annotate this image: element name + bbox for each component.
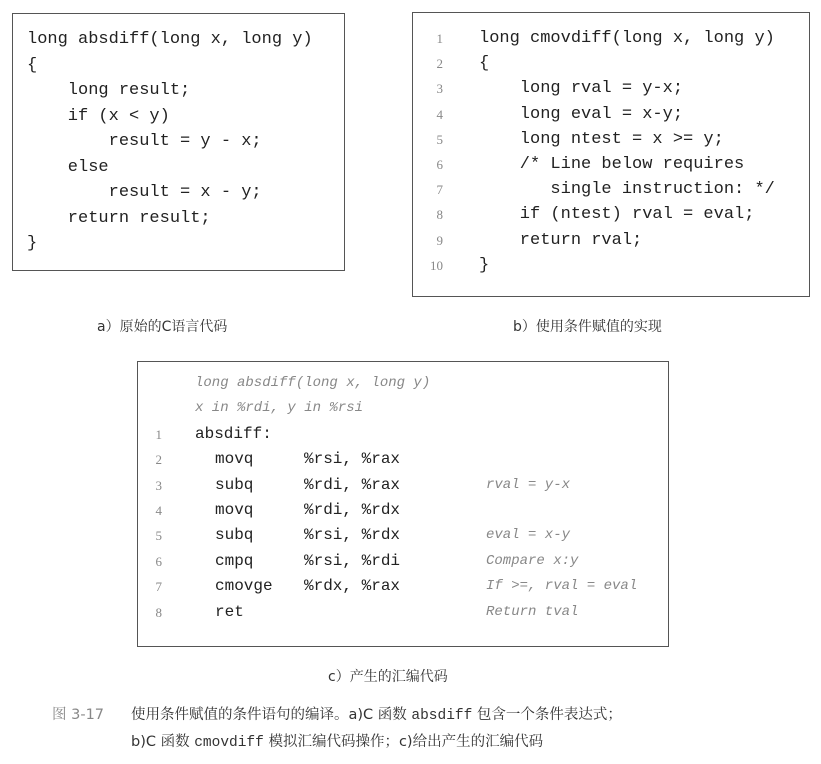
code-line: long absdiff(long x, long y) <box>27 30 313 49</box>
code-text: long ntest = x >= y; <box>479 129 724 149</box>
asm-comment: Compare x:y <box>486 552 579 569</box>
asm-operands: %rsi, %rdi <box>304 551 401 570</box>
code-line <box>413 177 809 202</box>
asm-opcode: subq <box>215 475 254 494</box>
caption-c: c）产生的汇编代码 <box>328 669 448 685</box>
code-line <box>413 253 809 278</box>
line-number: 4 <box>155 502 162 518</box>
line-number: 10 <box>430 257 443 273</box>
code-text: long eval = x-y; <box>479 104 684 124</box>
asm-opcode: subq <box>215 526 254 545</box>
line-number: 6 <box>155 553 162 569</box>
code-line <box>413 202 809 227</box>
code-line: long result; <box>27 81 191 100</box>
asm-line <box>138 523 668 548</box>
assembly-code <box>138 371 668 625</box>
asm-comment: eval = x-y <box>486 527 571 544</box>
figure-number: 图 3-17 <box>52 707 105 723</box>
line-number: 1 <box>436 31 443 46</box>
asm-opcode: cmovge <box>215 577 273 596</box>
figure-caption-line2 <box>131 729 543 757</box>
asm-header-line <box>138 371 668 396</box>
asm-operands: %rsi, %rax <box>304 450 401 469</box>
code-line: { <box>27 55 38 75</box>
line-number: 2 <box>436 56 443 72</box>
asm-signature: long absdiff(long x, long y) <box>195 375 431 391</box>
caption-b: b）使用条件赋值的实现 <box>513 319 662 335</box>
line-number: 8 <box>436 207 443 223</box>
asm-operands: %rdi, %rdx <box>304 500 401 519</box>
line-number: 3 <box>436 81 443 97</box>
asm-operands: %rdi, %rax <box>304 475 401 494</box>
line-number: 5 <box>155 528 162 544</box>
caption-text: 包含一个条件表达式； <box>472 707 622 723</box>
asm-line <box>138 549 668 574</box>
code-line <box>413 152 809 177</box>
asm-opcode: cmpq <box>215 551 254 570</box>
line-number: 2 <box>155 452 162 468</box>
asm-line <box>138 422 668 447</box>
code-text: if (ntest) rval = eval; <box>479 205 755 225</box>
code-line: result = y - x; <box>27 132 262 151</box>
line-number: 8 <box>155 604 162 620</box>
line-number: 5 <box>436 131 443 147</box>
code-panel-b <box>412 12 810 297</box>
code-text: return rval; <box>479 230 643 250</box>
code-line <box>413 51 809 76</box>
caption-a: a）原始的C语言代码 <box>97 319 228 335</box>
line-number: 9 <box>436 232 443 248</box>
line-number: 7 <box>436 182 443 198</box>
asm-line <box>138 600 668 625</box>
code-panel-a <box>12 13 345 271</box>
asm-comment: Return tval <box>486 603 579 620</box>
caption-code: cmovdiff <box>194 735 264 751</box>
asm-header-line <box>138 396 668 421</box>
code-line: } <box>27 234 38 253</box>
code-line <box>413 228 809 253</box>
asm-label: absdiff: <box>195 424 272 443</box>
asm-line <box>138 574 668 599</box>
caption-text: b)C 函数 <box>131 734 195 750</box>
code-line <box>413 102 809 127</box>
asm-comment: If >=, rval = eval <box>486 578 638 595</box>
line-number: 7 <box>155 579 162 595</box>
code-text: long cmovdiff(long x, long y) <box>479 29 775 48</box>
code-panel-c <box>137 361 669 647</box>
asm-line <box>138 498 668 523</box>
caption-text: 模拟汇编代码操作；c)给出产生的汇编代码 <box>263 734 544 750</box>
code-text: long rval = y-x; <box>479 79 684 99</box>
asm-opcode: movq <box>215 450 254 469</box>
code-line: if (x < y) <box>27 106 170 126</box>
code-text: /* Line below requires <box>479 154 745 174</box>
code-text: { <box>479 54 490 74</box>
asm-operands: %rdx, %rax <box>304 577 401 596</box>
asm-opcode: movq <box>215 500 254 519</box>
code-line <box>413 26 809 51</box>
c-source-code <box>13 27 344 257</box>
code-text: } <box>479 255 490 275</box>
code-line: result = x - y; <box>27 183 262 202</box>
cmov-source-code <box>413 26 809 278</box>
code-text: single instruction: */ <box>479 180 775 200</box>
code-line: return result; <box>27 208 211 228</box>
asm-comment: rval = y-x <box>486 476 571 493</box>
asm-opcode: ret <box>215 602 244 621</box>
caption-text: 使用条件赋值的条件语句的编译。a)C 函数 <box>131 707 412 723</box>
caption-code: absdiff <box>411 708 473 724</box>
asm-operands: %rsi, %rdx <box>304 526 401 545</box>
asm-register-note: x in %rdi, y in %rsi <box>195 400 364 417</box>
code-line <box>413 127 809 152</box>
code-line <box>413 76 809 101</box>
line-number: 1 <box>155 426 162 442</box>
line-number: 4 <box>436 106 443 122</box>
line-number: 3 <box>155 477 162 493</box>
asm-line <box>138 473 668 498</box>
code-line: else <box>27 157 109 177</box>
line-number: 6 <box>436 156 443 172</box>
figure-caption-line1 <box>131 702 622 730</box>
asm-line <box>138 447 668 472</box>
